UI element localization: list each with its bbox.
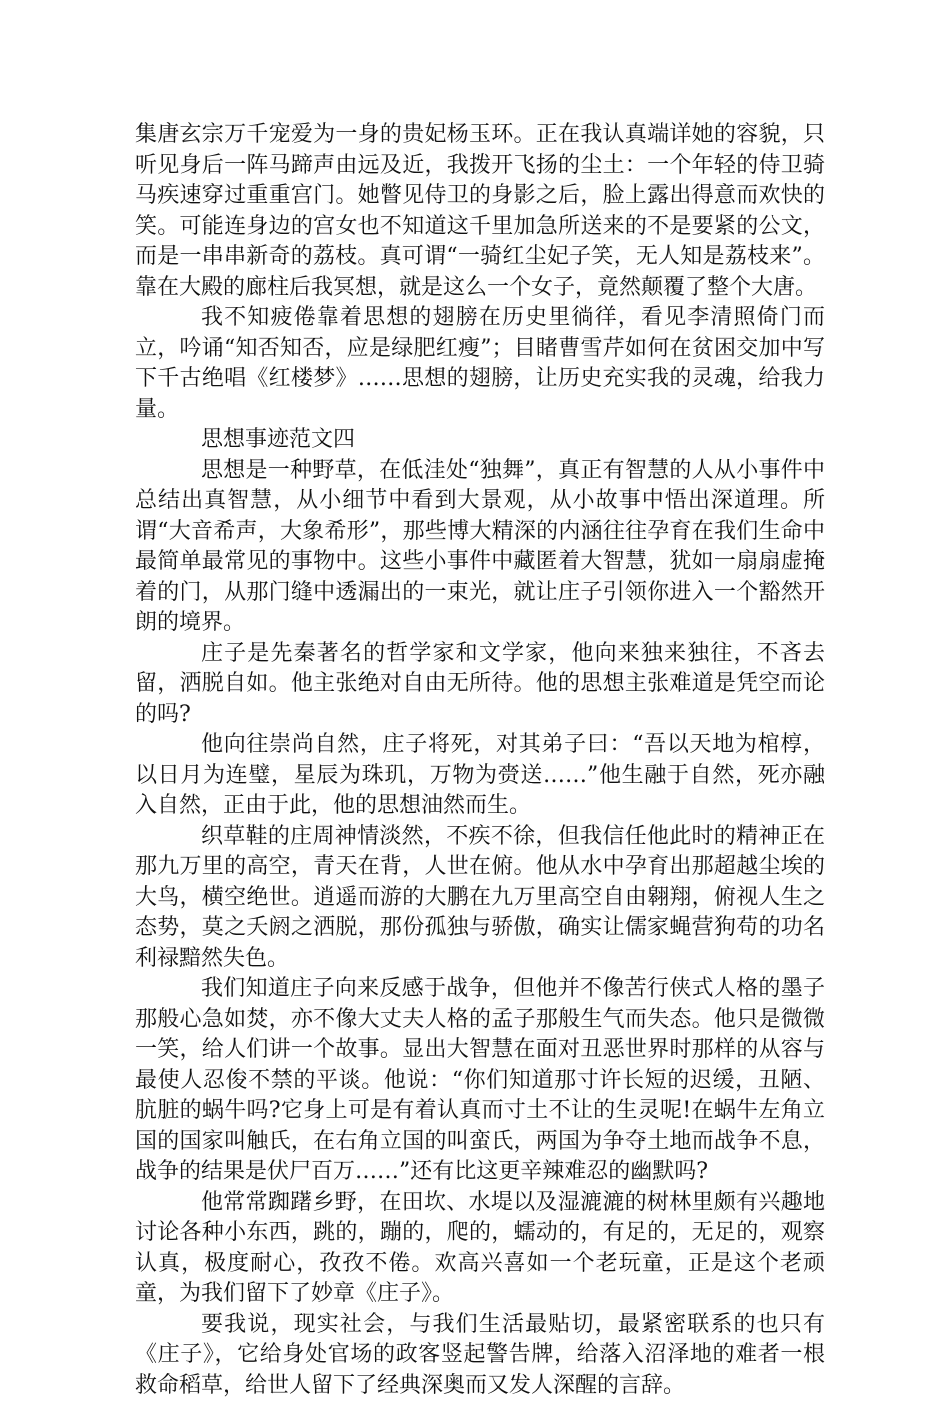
section-heading: 思想事迹范文四: [135, 425, 825, 456]
paragraph: 他向往崇尚自然，庄子将死，对其弟子曰：“吾以天地为棺椁，以日月为连璧，星辰为珠玑，万物为赍送……”他生融于自然，死亦融入自然，正由于此，他的思想油然而生。: [135, 730, 825, 822]
paragraph: 我们知道庄子向来反感于战争，但他并不像苦行侠式人格的墨子那般心急如焚，亦不像大丈夫人格的孟子那般生气而失态。他只是微微一笑，给人们讲一个故事。显出大智慧在面对丑恶世界时那样的从容与最使人忍俊不禁的平谈。他说：“你们知道那寸许长短的迟缓，丑陋、肮脏的蜗牛吗?它身上可是有着认真而寸土不让的生灵呢!在蜗牛左角立国的国家叫触氏，在右角立国的叫蛮氏，两国为争夺土地而战争不息，战争的结果是伏尸百万……”还有比这更辛辣难忍的幽默吗?: [135, 974, 825, 1188]
paragraph: 集唐玄宗万千宠爱为一身的贵妃杨玉环。正在我认真端详她的容貌，只听见身后一阵马蹄声由远及近，我拨开飞扬的尘土：一个年轻的侍卫骑马疾速穿过重重宫门。她瞥见侍卫的身影之后，脸上露出得意而欢快的笑。可能连身边的宫女也不知道这千里加急所送来的不是要紧的公文，而是一串串新奇的荔枝。真可谓“一骑红尘妃子笑，无人知是荔枝来”。靠在大殿的廊柱后我冥想，就是这么一个女子，竟然颠覆了整个大唐。: [135, 120, 825, 303]
paragraph: 织草鞋的庄周神情淡然，不疾不徐，但我信任他此时的精神正在那九万里的高空，青天在背，人世在俯。他从水中孕育出那超越尘埃的大鸟，横空绝世。逍遥而游的大鹏在九万里高空自由翱翔，俯视人生之态势，莫之夭阏之洒脱，那份孤独与骄傲，确实让儒家蝇营狗苟的功名利禄黯然失色。: [135, 822, 825, 975]
paragraph: 思想是一种野草，在低洼处“独舞”，真正有智慧的人从小事件中总结出真智慧，从小细节中看到大景观，从小故事中悟出深道理。所谓“大音希声，大象希形”，那些博大精深的内涵往往孕育在我们生命中最简单最常见的事物中。这些小事件中藏匿着大智慧，犹如一扇扇虚掩着的门，从那门缝中透漏出的一束光，就让庄子引领你进入一个豁然开朗的境界。: [135, 456, 825, 639]
paragraph: 庄子是先秦著名的哲学家和文学家，他向来独来独往，不吝去留，洒脱自如。他主张绝对自由无所待。他的思想主张难道是凭空而论的吗?: [135, 639, 825, 731]
paragraph: 要我说，现实社会，与我们生活最贴切，最紧密联系的也只有《庄子》，它给身处官场的政客竖起警告牌，给落入沼泽地的难者一根救命稻草，给世人留下了经典深奥而又发人深醒的言辞。: [135, 1310, 825, 1401]
paragraph: 他常常踟躇乡野，在田坎、水堤以及湿漉漉的树林里颇有兴趣地讨论各种小东西，跳的，蹦的，爬的，蠕动的，有足的，无足的，观察认真，极度耐心，孜孜不倦。欢高兴喜如一个老玩童，正是这个老顽童，为我们留下了妙章《庄子》。: [135, 1188, 825, 1310]
document-body: [135, 120, 825, 1401]
paragraph: 我不知疲倦靠着思想的翅膀在历史里徜徉，看见李清照倚门而立，吟诵“知否知否，应是绿肥红瘦”；目睹曹雪芹如何在贫困交加中写下千古绝唱《红楼梦》……思想的翅膀，让历史充实我的灵魂，给我力量。: [135, 303, 825, 425]
